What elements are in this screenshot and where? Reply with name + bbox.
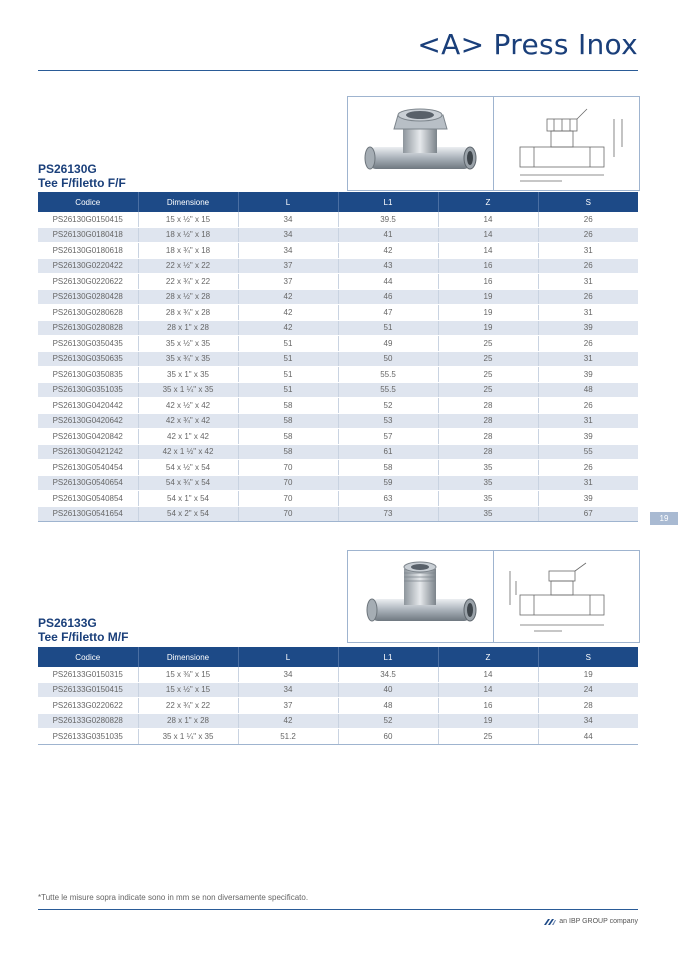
table-cell: 42 [238, 305, 338, 321]
table-cell: PS26130G0220422 [38, 258, 138, 274]
tee-female-photo [348, 97, 493, 190]
column-header: Z [438, 647, 538, 667]
table-cell: 35 [438, 475, 538, 491]
table-cell: 19 [538, 667, 638, 682]
table-cell: 28 x 1" x 28 [138, 713, 238, 729]
table-cell: 40 [338, 682, 438, 698]
table-cell: PS26133G0351035 [38, 729, 138, 745]
table-cell: PS26130G0350435 [38, 336, 138, 352]
section-1-code: PS26130G [38, 162, 97, 176]
ibp-logo-icon [544, 919, 556, 925]
table-cell: 35 x 1 ¼" x 35 [138, 729, 238, 745]
table-cell: PS26130G0540654 [38, 475, 138, 491]
table-cell: 54 x ½" x 54 [138, 460, 238, 476]
section-1-name: Tee F/filetto F/F [38, 176, 126, 190]
column-header: L1 [338, 192, 438, 212]
column-header: L [238, 192, 338, 212]
table-cell: 26 [538, 460, 638, 476]
table-row [38, 506, 638, 522]
table-cell: PS26130G0280828 [38, 320, 138, 336]
table-cell: 34 [238, 227, 338, 243]
table-cell: 31 [538, 413, 638, 429]
table-row [38, 336, 638, 352]
table-cell: 42 x ¾" x 42 [138, 413, 238, 429]
tee-female-drawing [494, 97, 639, 190]
table-cell: 44 [338, 274, 438, 290]
table-cell: 39 [538, 367, 638, 383]
table-cell: PS26133G0150415 [38, 682, 138, 698]
table-cell: PS26133G0220622 [38, 698, 138, 714]
table-cell: 31 [538, 243, 638, 259]
table-cell: 67 [538, 506, 638, 522]
header-rule [38, 70, 638, 71]
table-cell: 16 [438, 698, 538, 714]
table-cell: 47 [338, 305, 438, 321]
table-row [38, 320, 638, 336]
section-2-code: PS26133G [38, 616, 97, 630]
table-row [38, 713, 638, 729]
table-cell: 58 [338, 460, 438, 476]
table-row [38, 243, 638, 259]
table-cell: 52 [338, 398, 438, 414]
brand-title: <A> Press Inox [417, 28, 638, 61]
section-2-name: Tee F/filetto M/F [38, 630, 129, 644]
table-cell: 58 [238, 398, 338, 414]
table-row [38, 227, 638, 243]
table-cell: PS26130G0420842 [38, 429, 138, 445]
table-cell: 25 [438, 367, 538, 383]
table-cell: 22 x ¾" x 22 [138, 274, 238, 290]
table-cell: 31 [538, 475, 638, 491]
table-row [38, 667, 638, 682]
table-cell: 28 x ¾" x 28 [138, 305, 238, 321]
table-cell: 42 x 1" x 42 [138, 429, 238, 445]
table-cell: 26 [538, 258, 638, 274]
table-cell: 25 [438, 729, 538, 745]
table-cell: 37 [238, 274, 338, 290]
table-cell: 25 [438, 351, 538, 367]
table-cell: 37 [238, 698, 338, 714]
tee-male-drawing [494, 551, 639, 642]
table-cell: PS26130G0150415 [38, 212, 138, 227]
table-cell: 28 x 1" x 28 [138, 320, 238, 336]
product-table-1 [38, 192, 638, 522]
table-cell: PS26130G0180618 [38, 243, 138, 259]
table-row [38, 274, 638, 290]
table-cell: 24 [538, 682, 638, 698]
table-row [38, 398, 638, 414]
table-cell: 55.5 [338, 367, 438, 383]
column-header: L [238, 647, 338, 667]
table-cell: 42 [238, 320, 338, 336]
table-cell: 54 x 2" x 54 [138, 506, 238, 522]
table-cell: 39 [538, 491, 638, 507]
table-cell: 52 [338, 713, 438, 729]
table-cell: 49 [338, 336, 438, 352]
table-cell: 70 [238, 460, 338, 476]
company-credit [544, 918, 638, 925]
table-cell: 34 [238, 212, 338, 227]
table-cell: 18 x ¾" x 18 [138, 243, 238, 259]
table-cell: 55.5 [338, 382, 438, 398]
table-cell: 34 [238, 667, 338, 682]
table-cell: 35 [438, 491, 538, 507]
table-cell: PS26130G0420642 [38, 413, 138, 429]
table-cell: 59 [338, 475, 438, 491]
table-cell: PS26130G0350635 [38, 351, 138, 367]
footnote: *Tutte le misure sopra indicate sono in mm se non diversamente specificato. [38, 893, 309, 902]
table-cell: 28 [438, 429, 538, 445]
table-cell: 42 [238, 289, 338, 305]
table-cell: 53 [338, 413, 438, 429]
column-header: L1 [338, 647, 438, 667]
table-cell: 15 x ½" x 15 [138, 682, 238, 698]
table-row [38, 289, 638, 305]
table-cell: 35 x 1 ¼" x 35 [138, 382, 238, 398]
table-cell: 16 [438, 274, 538, 290]
table-cell: PS26130G0420442 [38, 398, 138, 414]
product-table-2 [38, 647, 638, 745]
table-cell: 31 [538, 274, 638, 290]
table-row [38, 729, 638, 745]
table-row [38, 258, 638, 274]
column-header: Z [438, 192, 538, 212]
table-cell: 15 x ⅜" x 15 [138, 667, 238, 682]
table-cell: PS26133G0150315 [38, 667, 138, 682]
column-header: S [538, 647, 638, 667]
table-cell: 34 [238, 682, 338, 698]
table-cell: 54 x 1" x 54 [138, 491, 238, 507]
table-cell: PS26133G0280828 [38, 713, 138, 729]
table-header-row [38, 647, 638, 667]
table-cell: 51.2 [238, 729, 338, 745]
table-cell: 19 [438, 320, 538, 336]
table-cell: PS26130G0350835 [38, 367, 138, 383]
page-number-tab: 19 [650, 512, 678, 525]
table-cell: 57 [338, 429, 438, 445]
table-cell: 34.5 [338, 667, 438, 682]
table-cell: 28 [438, 398, 538, 414]
table-cell: PS26130G0540454 [38, 460, 138, 476]
table-header-row [38, 192, 638, 212]
table-cell: 42 [338, 243, 438, 259]
table-cell: 14 [438, 212, 538, 227]
table-row [38, 429, 638, 445]
table-cell: 48 [538, 382, 638, 398]
table-cell: PS26130G0220622 [38, 274, 138, 290]
table-row [38, 491, 638, 507]
tee-male-photo [348, 551, 493, 642]
table-cell: 34 [538, 713, 638, 729]
table-cell: 35 x ½" x 35 [138, 336, 238, 352]
table-cell: 19 [438, 305, 538, 321]
table-cell: 51 [238, 336, 338, 352]
table-cell: 28 [438, 413, 538, 429]
table-cell: 25 [438, 382, 538, 398]
table-cell: PS26130G0540854 [38, 491, 138, 507]
table-cell: 39.5 [338, 212, 438, 227]
table-cell: 31 [538, 305, 638, 321]
table-cell: PS26130G0280428 [38, 289, 138, 305]
column-header: Dimensione [138, 192, 238, 212]
table-row [38, 351, 638, 367]
column-header: Codice [38, 192, 138, 212]
table-cell: 16 [438, 258, 538, 274]
table-row [38, 367, 638, 383]
table-cell: 73 [338, 506, 438, 522]
table-row [38, 382, 638, 398]
table-cell: 26 [538, 398, 638, 414]
table-cell: 51 [338, 320, 438, 336]
table-cell: 26 [538, 289, 638, 305]
table-cell: 58 [238, 413, 338, 429]
table-cell: 42 x ½" x 42 [138, 398, 238, 414]
table-row [38, 413, 638, 429]
table-cell: 14 [438, 227, 538, 243]
table-cell: 25 [438, 336, 538, 352]
table-cell: PS26130G0351035 [38, 382, 138, 398]
table-cell: 28 [538, 698, 638, 714]
table-cell: 15 x ½" x 15 [138, 212, 238, 227]
table-cell: 35 [438, 506, 538, 522]
table-cell: 55 [538, 444, 638, 460]
table-cell: PS26130G0541654 [38, 506, 138, 522]
table-cell: 61 [338, 444, 438, 460]
table-cell: 41 [338, 227, 438, 243]
table-cell: 58 [238, 429, 338, 445]
table-cell: 51 [238, 351, 338, 367]
table-cell: 42 x 1 ½" x 42 [138, 444, 238, 460]
column-header: Codice [38, 647, 138, 667]
table-cell: 39 [538, 320, 638, 336]
table-row [38, 305, 638, 321]
table-cell: 14 [438, 667, 538, 682]
product-image-box-1 [347, 96, 640, 191]
table-cell: 70 [238, 491, 338, 507]
table-cell: 42 [238, 713, 338, 729]
table-cell: 35 x 1" x 35 [138, 367, 238, 383]
table-cell: PS26130G0421242 [38, 444, 138, 460]
table-cell: 46 [338, 289, 438, 305]
table-row [38, 444, 638, 460]
table-cell: 26 [538, 227, 638, 243]
column-header: S [538, 192, 638, 212]
table-cell: 58 [238, 444, 338, 460]
table-cell: PS26130G0280628 [38, 305, 138, 321]
table-cell: 35 [438, 460, 538, 476]
table-cell: 43 [338, 258, 438, 274]
table-cell: 22 x ¾" x 22 [138, 698, 238, 714]
table-row [38, 698, 638, 714]
table-cell: 19 [438, 713, 538, 729]
table-cell: PS26130G0180418 [38, 227, 138, 243]
table-cell: 28 x ½" x 28 [138, 289, 238, 305]
table-cell: 19 [438, 289, 538, 305]
table-cell: 39 [538, 429, 638, 445]
table-cell: 37 [238, 258, 338, 274]
table-row [38, 460, 638, 476]
table-row [38, 212, 638, 227]
table-row [38, 682, 638, 698]
table-cell: 51 [238, 367, 338, 383]
table-cell: 50 [338, 351, 438, 367]
table-cell: 34 [238, 243, 338, 259]
table-cell: 14 [438, 682, 538, 698]
table-cell: 22 x ½" x 22 [138, 258, 238, 274]
table-cell: 14 [438, 243, 538, 259]
footer-rule [38, 909, 638, 910]
table-cell: 26 [538, 336, 638, 352]
table-cell: 44 [538, 729, 638, 745]
table-cell: 63 [338, 491, 438, 507]
table-cell: 51 [238, 382, 338, 398]
table-cell: 18 x ½" x 18 [138, 227, 238, 243]
table-row [38, 475, 638, 491]
table-cell: 70 [238, 506, 338, 522]
product-image-box-2 [347, 550, 640, 643]
table-cell: 54 x ¾" x 54 [138, 475, 238, 491]
table-cell: 28 [438, 444, 538, 460]
table-cell: 70 [238, 475, 338, 491]
table-cell: 26 [538, 212, 638, 227]
column-header: Dimensione [138, 647, 238, 667]
table-cell: 35 x ¾" x 35 [138, 351, 238, 367]
table-cell: 48 [338, 698, 438, 714]
table-cell: 60 [338, 729, 438, 745]
table-cell: 31 [538, 351, 638, 367]
company-text: an IBP GROUP company [559, 918, 638, 925]
